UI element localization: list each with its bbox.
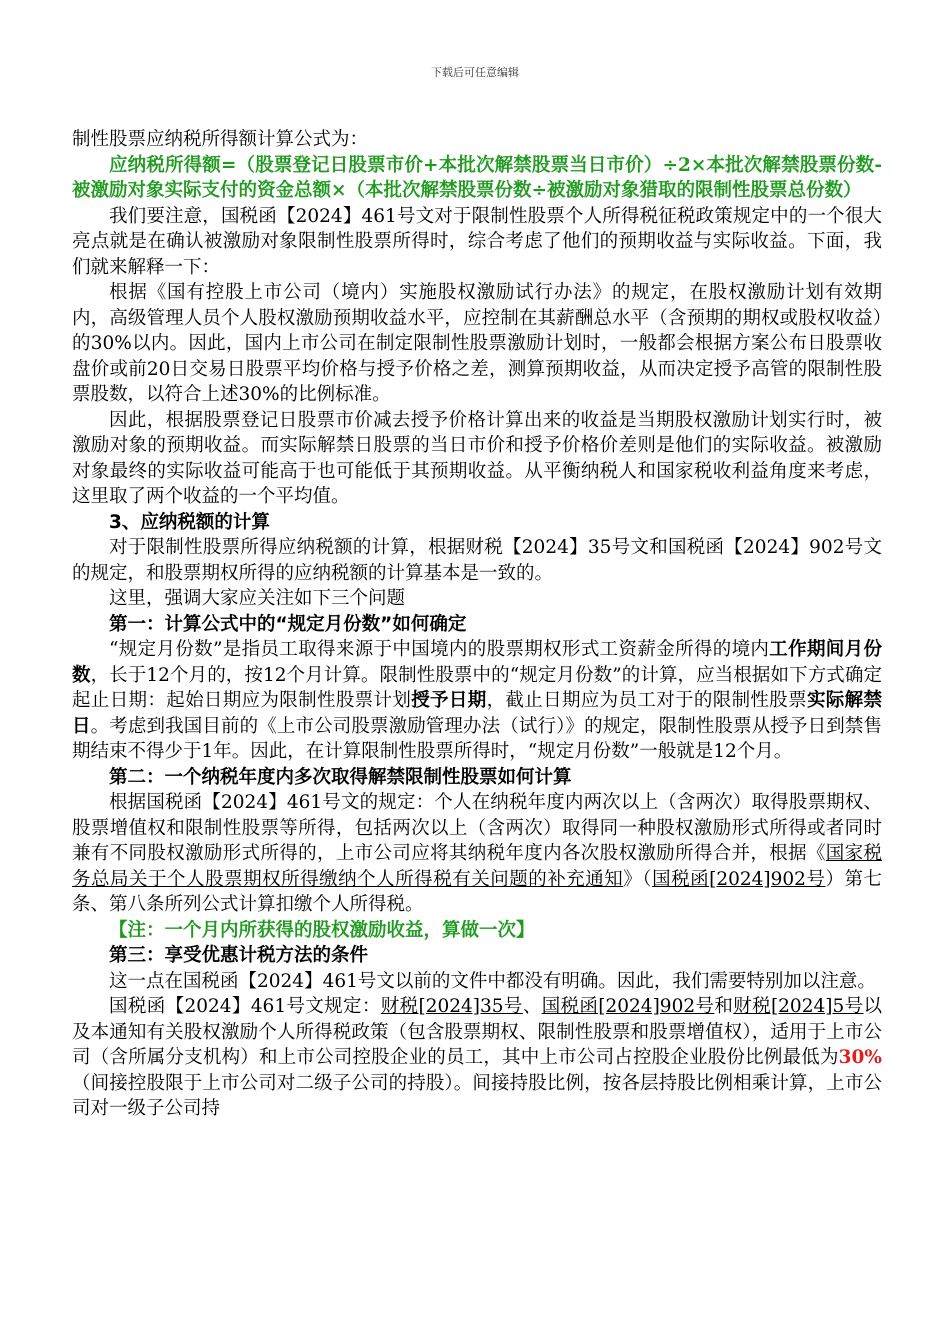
months-bold-unlock-date: 实际解禁日 [72,690,882,737]
heading-third-issue: 第三：享受优惠计税方法的条件 [109,945,369,966]
highlight-30-percent: 30% [838,1047,882,1068]
link-supplementary-notice[interactable]: 国家税务总局关于个人股票期权所得缴纳个人所得税有关问题的补充通知 [72,843,882,890]
page-header: 下载后可任意编辑 [431,66,519,79]
multi-text-e: ）第七条、第八条所列公式计算扣缴个人所得税。 [72,868,882,915]
paragraph-three-issues: 这里，强调大家应关注如下三个问题 [109,588,406,609]
link-caishui-35[interactable]: 财税[2024]35号 [380,996,523,1017]
months-text-a: “规定月份数”是指员工取得来源于中国境内的股票期权形式工资薪金所得的境内 [109,639,770,660]
link-guoshuihan-902[interactable]: 国税函[2024]902号 [652,868,826,890]
months-text-g: 。考虑到我国目前的《上市公司股票激励管理办法（试行）》的规定，限制性股票从授予日到禁售期结束不得少于1年。因此，在计算限制性股票所得时，“规定月份数”一般就是12个月。 [72,715,882,762]
paragraph-note-461: 我们要注意，国税函【2024】461号文对于限制性股票个人所得税征税政策规定中的一个很大亮点就是在确认被激励对象限制性股票所得时，综合考虑了他们的预期收益与实际收益。下面，我们就来解释一下： [72,205,882,278]
paragraph-months [72,637,882,765]
months-bold-work-period: 工作期间月份数 [72,639,882,686]
months-bold-grant-date: 授予日期 [411,690,487,711]
link-guoshuihan-902-b[interactable]: 国税函[2024]902号 [541,996,715,1017]
months-text-c: ，长于12个月的，按12个月计算。限制性股票中的“规定月份数”的计算，应当根据如下方式确定起止日期：起始日期应为限制性股票计划 [72,664,882,711]
paragraph-not-clear: 这一点在国税函【2024】461号文以前的文件中都没有明确。因此，我们需要特别加以注意。 [109,970,876,992]
section-heading-tax-calc: 3、应纳税额的计算 [109,511,270,533]
multi-text-a: 根据国税函【2024】461号文的规定：个人在纳税年度内两次以上（含两次）取得股票期权、股票增值权和限制性股票等所得，包括两次以上（含两次）取得同一种股权激励形式所得或者同时兼有不同股权激励形式所得的，上市公司应将其纳税年度内各次股权激励所得合并，根据《 [72,792,882,864]
apply-text-c: 、 [522,996,542,1017]
apply-text-e: 和 [714,996,734,1017]
paragraph-multiple-unlock [72,790,882,918]
multi-text-c: 》（ [623,868,653,890]
months-text-e: ，截止日期应为员工对于的限制性股票 [486,690,807,711]
paragraph-average: 因此，根据股票登记日股票市价减去授予价格计算出来的收益是当期股权激励计划实行时，被激励对象的预期收益。而实际解禁日股票的当日市价和授予价格价差则是他们的实际收益。被激励对象最终的实际收益可能高于也可能低于其预期收益。从平衡纳税人和国家税收利益角度来考虑，这里取了两个收益的一个平均值。 [72,409,882,507]
formula-paragraph: 应纳税所得额=（股票登记日股票市价+本批次解禁股票当日市价）÷2×本批次解禁股票份数-被激励对象实际支付的资金总额×（本批次解禁股票份数÷被激励对象猎取的限制性股票总份数） [72,154,882,201]
heading-second-issue: 第二：一个纳税年度内多次取得解禁限制性股票如何计算 [109,766,572,788]
document-body [72,127,882,1122]
heading-first-issue: 第一：计算公式中的“规定月份数”如何确定 [109,613,467,635]
note-once-per-month: 【注：一个月内所获得的股权激励收益，算做一次】 [109,919,535,941]
paragraph-regulation: 根据《国有控股上市公司（境内）实施股权激励试行办法》的规定，在股权激励计划有效期内，高级管理人员个人股权激励预期收益水平，应控制在其薪酬总水平（含预期的期权或股权收益）的30%以内。因此，国内上市公司在制定限制性股票激励计划时，一般都会根据方案公布日股票收盘价或前20日交易日股票平均价格与授予价格之差，测算预期收益，从而决定授予高管的限制性股票股数，以符合上述30%的比例标准。 [72,282,882,405]
link-caishui-5[interactable]: 财税[2024]5号 [733,996,864,1017]
apply-text-a: 国税函【2024】461号文规定： [109,996,381,1017]
apply-text-i: （间接控股限于上市公司对二级子公司的持股）。间接持股比例，按各层持股比例相乘计算，上市公司对一级子公司持 [72,1072,882,1119]
paragraph-calc-basis: 对于限制性股票所得应纳税额的计算，根据财税【2024】35号文和国税函【2024】902号文的规定，和股票期权所得的应纳税额的计算基本是一致的。 [72,537,882,584]
paragraph-applicability [72,994,882,1122]
paragraph-formula-intro: 制性股票应纳税所得额计算公式为： [72,129,369,150]
apply-text-g: 以及本通知有关股权激励个人所得税政策（包含股票期权、限制性股票和股票增值权），适用于上市公司（含所属分支机构）和上市公司控股企业的员工，其中上市公司占控股企业股份比例最低为 [72,996,882,1068]
